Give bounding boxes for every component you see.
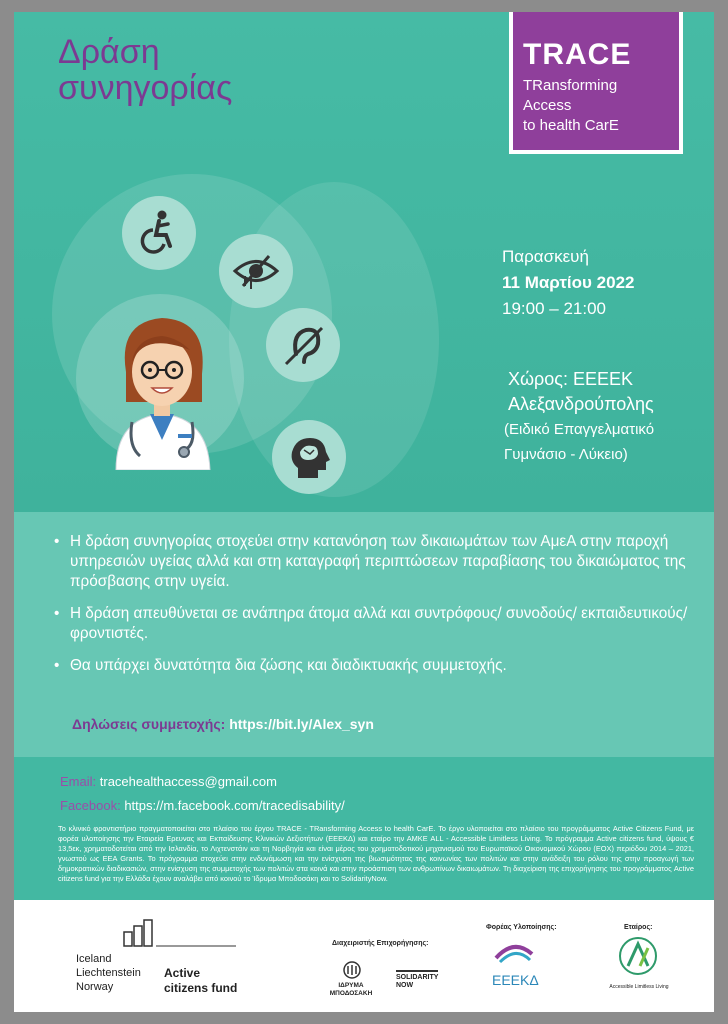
event-day: Παρασκευή — [502, 247, 589, 266]
partner-label: Εταίρος: — [624, 924, 653, 931]
donor-liechtenstein: Liechtenstein — [76, 967, 141, 979]
eea-grants-logo — [118, 918, 238, 948]
registration — [72, 716, 374, 732]
trace-badge — [509, 12, 683, 154]
registration-link[interactable]: https://bit.ly/Alex_syn — [229, 716, 374, 732]
badge-subtitle — [523, 76, 673, 136]
venue-line-2: Αλεξανδρούπολης — [508, 394, 654, 414]
donor-iceland: Iceland — [76, 953, 112, 965]
donor-countries — [76, 952, 141, 994]
contact-info — [60, 770, 345, 818]
registration-label: Δηλώσεις συμμετοχής: — [72, 716, 226, 732]
event-date: 11 Μαρτίου 2022 — [502, 273, 635, 292]
all-caption: Accessible Limitless Living — [609, 984, 669, 990]
badge-line-2: Access — [523, 97, 572, 114]
doctor-illustration — [98, 310, 228, 470]
venue-details — [504, 367, 655, 467]
active-citizens-fund — [164, 966, 237, 996]
eye-icon-bubble — [219, 234, 293, 308]
management-label: Διαχειριστής Επιχορήγησης: — [332, 940, 429, 947]
donor-norway: Norway — [76, 981, 114, 993]
wheelchair-icon — [134, 208, 184, 258]
email-label: Email: — [60, 774, 97, 789]
bullet-item: • Θα υπάρχει δυνατότητα δια ζώσης και διαδικτυακής συμμετοχής. — [54, 656, 694, 676]
title-line-1: Δράση — [58, 33, 160, 71]
facebook-label: Facebook: — [60, 798, 121, 813]
fund-line-2: citizens fund — [164, 981, 238, 995]
venue-line-3: (Ειδικό Επαγγελματικό — [504, 421, 655, 438]
venue-line-1: Χώρος: ΕΕΕΕΚ — [508, 369, 634, 389]
page-title — [58, 34, 232, 106]
venue-line-4: Γυμνάσιο - Λύκειο) — [504, 446, 628, 463]
badge-title: TRACE — [523, 38, 632, 71]
badge-line-3: to health CarE — [523, 117, 619, 134]
bullet-item: • Η δράση συνηγορίας στοχεύει στην κατανόηση των δικαιωμάτων των ΑμεΑ στην παροχή υπηρεσιών υγείας αλλά και στη καταγραφή περιπτώσεων παραβίασης του δικαιώματος της πρόσβασης στην υγεία. — [54, 532, 694, 592]
bullet-list — [54, 532, 694, 688]
solidarity-line-1: SOLIDARITY — [396, 974, 439, 981]
bodossaki-logo — [328, 960, 376, 980]
bodossaki-line-1: ΙΔΡΥΜΑ — [338, 982, 364, 989]
all-logo-mark — [618, 936, 658, 976]
wheelchair-icon-bubble — [122, 196, 196, 270]
cognitive-head-icon — [284, 432, 334, 482]
badge-line-1: TRansforming — [523, 77, 618, 94]
hearing-impaired-icon — [278, 320, 328, 370]
disclaimer-text: Το κλινικό φροντιστήριο πραγματοποιείται στο πλαίσιο του έργου TRACE - TRansforming Access to health CarE. Το έργο υλοποιείται στο πλαίσιο του προγράμματος Active Citizens Fund, με φορέα υλοποίησης την Εταιρεία Ερευνας και Εκπαίδευσης Κλινικών Δεξιοτήτων (ΕΕΕΚΔ) και εταίρο την ΑΜΚΕ ALL - Accessible Limitless Living. Το πρόγραμμα Active citizens fund, ύψους € 13,5εκ, χρηματοδοτείται από την Ισλανδία, το Λιχτενστάιν και τη Νορβηγία και είναι μέρος του χρηματοδοτικού μηχανισμού του Ευρωπαϊκού Οικονομικού Χώρου (ΕΟΧ) περιόδου 2014 – 2021, γνωστού ως EEA Grants. Το πρόγραμμα στοχεύει στην ενδυνάμωση και την ενίσχυση της βιωσιμότητας της κοινωνίας των πολιτών και στην ανάδειξη του ρόλου της στην προαγωγή των δημοκρατικών διαδικασιών, στην ενίσχυση της συμμετοχής των πολιτών στα κοινά και στην προάσπιση των ανθρωπίνων δικαιωμάτων. Τη διαχείριση της επιχορήγησης του προγράμματος Active citizens fund για την Ελλάδα έχουν αναλάβει από κοινού το Ίδρυμα Μποδοσάκη και το SolidarityNow. — [58, 824, 694, 883]
title-line-2: συνηγορίας — [58, 69, 233, 107]
facebook-link[interactable]: https://m.facebook.com/tracedisability/ — [124, 798, 345, 813]
low-vision-icon — [231, 246, 281, 296]
fund-line-1: Active — [164, 966, 201, 980]
email-link[interactable]: tracehealthaccess@gmail.com — [99, 774, 277, 789]
event-details — [502, 244, 634, 322]
header-area — [14, 12, 714, 512]
eeekd-text: ΕΕΕΚΔ — [492, 972, 539, 988]
bodossaki-line-2: ΜΠΟΔΟΣΑΚΗ — [329, 990, 373, 997]
event-time: 19:00 – 21:00 — [502, 299, 606, 318]
solidarity-line-2: NOW — [396, 982, 414, 989]
solidarity-now-logo — [396, 970, 438, 990]
bullet-item: • Η δράση απευθύνεται σε ανάπηρα άτομα αλλά και συντρόφους/ συνοδούς/ εκπαιδευτικούς/ φροντιστές. — [54, 604, 694, 644]
bodossaki-text — [322, 982, 380, 998]
implementer-label: Φορέας Υλοποίησης: — [486, 924, 557, 931]
poster — [14, 12, 714, 1012]
brain-icon-bubble — [272, 420, 346, 494]
footer-logos — [14, 900, 714, 1012]
eeekd-logo-mark — [494, 940, 534, 964]
hearing-icon-bubble — [266, 308, 340, 382]
